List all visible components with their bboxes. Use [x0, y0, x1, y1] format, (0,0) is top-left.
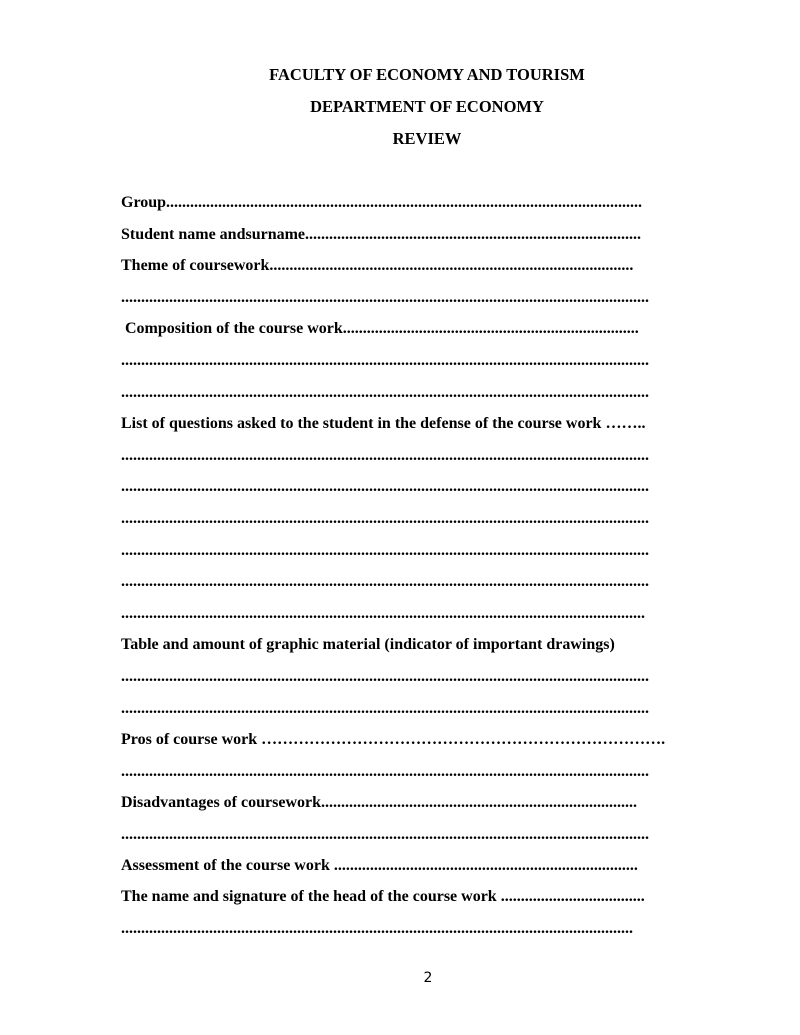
blank-line: ....................................................................................................................................: [121, 700, 649, 717]
blank-line: ....................................................................................................................................: [121, 826, 649, 843]
blank-line: ...................................................................................................................................: [121, 605, 645, 622]
faculty-heading: FACULTY OF ECONOMY AND TOURISM: [269, 65, 585, 84]
blank-line: ....................................................................................................................................: [121, 478, 649, 495]
pros-line: Pros of course work ………………………………………………………………….: [121, 731, 666, 748]
blank-line: ....................................................................................................................................: [121, 763, 649, 780]
blank-line: ....................................................................................................................................: [121, 289, 649, 306]
composition-line: Composition of the course work..........................................................................: [125, 320, 639, 337]
blank-line: ....................................................................................................................................: [121, 668, 649, 685]
group-line: Group.......................................................................................................................: [121, 194, 643, 211]
blank-line: ....................................................................................................................................: [121, 510, 649, 527]
blank-line: ....................................................................................................................................: [121, 542, 649, 559]
blank-line: ....................................................................................................................................: [121, 384, 649, 401]
department-heading: DEPARTMENT OF ECONOMY: [310, 97, 544, 116]
graphic-material-line: Table and amount of graphic material (indicator of important drawings): [121, 636, 615, 653]
assessment-line: Assessment of the course work ............................................................................: [121, 857, 638, 874]
blank-line: ....................................................................................................................................: [121, 573, 649, 590]
review-title: REVIEW: [392, 129, 462, 148]
theme-line: Theme of coursework...........................................................................................: [121, 257, 634, 274]
questions-line: List of questions asked to the student in the defense of the course work ……..: [121, 415, 646, 432]
blank-line: ....................................................................................................................................: [121, 447, 649, 464]
student-name-line: Student name andsurname....................................................................................: [121, 226, 642, 243]
page-number: 2: [423, 970, 433, 986]
blank-line: ....................................................................................................................................: [121, 352, 649, 369]
blank-line: ................................................................................................................................: [121, 920, 633, 937]
supervisor-signature-line: The name and signature of the head of the course work ....................................: [121, 888, 645, 905]
disadvantages-line: Disadvantages of coursework...............................................................................: [121, 794, 637, 811]
